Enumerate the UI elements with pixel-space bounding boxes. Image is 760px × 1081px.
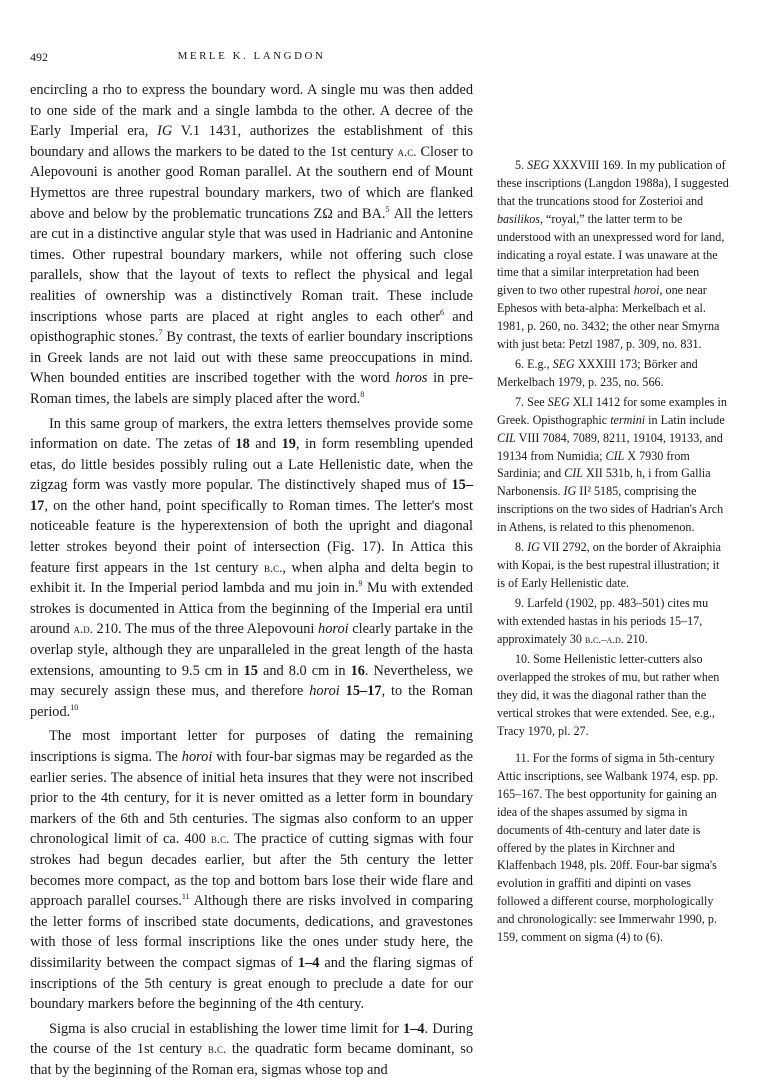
footnote-5: 5. SEG XXXVIII 169. In my publication of these inscriptions (Langdon 1988a), I suggested that the truncations stood for Zosterioi and basilikos, “royal,” the latter term to be understood with an unexpressed word for land, indicating a royal estate. I was unaware at the time that a similar interpretation had been given to two other rupestral horoi, one near Ephesos with beta-alpha: Merkelbach et al. 1981, p. 260, no. 3432; the other near Smyrna with just beta: Petzl 1987, p. 309, no. 831.: [497, 158, 729, 352]
paragraph: In this same group of markers, the extra letters themselves provide some information on date. The zetas of 18 and 19, in form resembling upended etas, do little besides possibly ruling out a Late Hellenistic date, when the zigzag form was vastly more popular. The distinctively shaped mus of 15–17, on the other hand, point specifically to Roman times. The letter's most noticeable feature is the hyperextension of both the upright and diagonal letter strokes beyond their point of intersection (Fig. 17). In Attica this feature first appears in the 1st century b.c., when alpha and delta begin to exhibit it. In the Imperial period lambda and mu join in.$^9$ Mu with extended strokes is documented in Attica from the beginning of the Imperial era until around a.d. 210. The mus of the three Alepovouni horoi clearly partake in the overlap style, although they are unparalleled in the great length of the hasta extensions, amounting to 9.5 cm in 15 and 8.0 cm in 16. Nevertheless, we may securely assign these mus, and therefore horoi 15–17, to the Roman period.$^{10}$: [30, 415, 474, 720]
paragraph: encircling a rho to express the boundary word. A single mu was then added to one side of the mark and a single lambda to the other. A decree of the Early Imperial era, IG V.1 1431, authorizes the establishment of this boundary and allows the markers to be dated to the 1st century a.c. Closer to Alepovouni is another good Roman parallel. At the southern end of Mount Hymettos are three rupestral boundary markers, two of which are flanked above and below by the problematic truncations ΖΩ and ΒΑ.$^5$ All the letters are cut in a distinctive angular style that was used in Hadrianic and Antonine times. Other rupestral boundary markers, while not offering such close parallels, show that the layout of texts to reflect the physical and legal realities of ownership was a distinctively Roman trait. These include inscriptions whose parts are placed at right angles to each other$^6$ and opisthographic stones.$^7$ By contrast, the texts of earlier boundary inscriptions in Greek lands are not laid out with these same preoccupations in mind. When bounded entities are inscribed together with the word horos in pre-Roman times, the labels are simply placed after the word.$^8$: [30, 82, 474, 407]
main-text-column: [30, 80, 473, 1081]
footnotes-column: [497, 157, 729, 949]
running-head: MERLE K. LANGDON: [177, 50, 326, 62]
footnote-6: 6. E.g., SEG XXXIII 173; Börker and Merkelbach 1979, p. 235, no. 566.: [497, 356, 698, 389]
paragraph: The most important letter for purposes of dating the remaining inscriptions is sigma. The horoi with four-bar sigmas may be regarded as the earlier series. The absence of initial heta insures that they were not inscribed prior to the 4th century, for it is never omitted as a letter form in boundary markers of the 6th and 5th centuries. The sigmas also conform to an upper chronological limit of ca. 400 b.c. The practice of cutting sigmas with four strokes had begun decades earlier, but after the 5th century the letter becomes more compact, as the top and bottom bars lose their wide flare and approach parallel courses.$^{11}$ Although there are risks involved in comparing the letter forms of inscribed state documents, dedications, and gravestones with those of less formal inscriptions like the ones under study here, the dissimilarity between the compact sigmas of 1–4 and the flaring sigmas of inscriptions of the 5th century is great enough to preclude a date for our boundary markers before the beginning of the 4th century.: [30, 728, 474, 1013]
footnote-10: 10. Some Hellenistic letter-cutters also overlapped the strokes of mu, but rather when they did, it was the diagonal rather than the vertical strokes that were extended. See, e.g., Tracy 1970, pl. 27.: [497, 652, 720, 739]
page-number: 492: [30, 50, 48, 64]
page-header: [30, 50, 473, 68]
footnote-9: 9. Larfeld (1902, pp. 483–501) cites mu with extended hastas in his periods 15–17, approximately 30 b.c.–a.d. 210.: [497, 595, 709, 646]
paragraph: Sigma is also crucial in establishing the lower time limit for 1–4. During the course of the 1st century b.c. the quadratic form became dominant, so that by the beginning of the Roman era, sigmas whose top and: [30, 1020, 473, 1078]
footnote-11: 11. For the forms of sigma in 5th-century Attic inscriptions, see Walbank 1974, esp. pp. 165–167. The best opportunity for gaining an idea of the shapes assumed by sigma in documents of 4th-century and later date is offered by the plates in Kirchner and Klaffenbach 1948, pls. 20ff. Four-bar sigma's evolution in graffiti and dipinti on vases followed a different course, morphologically and chronologically: see Immerwahr 1990, p. 159, comment on sigma (4) to (6).: [497, 751, 719, 945]
footnote-7: 7. See SEG XLI 1412 for some examples in Greek. Opisthographic termini in Latin include CIL VIII 7084, 7089, 8211, 19104, 19133, and 19134 from Numidia; CIL X 7930 from Sardinia; and CIL XII 531b, h, i from Gallia Narbonensis. IG II² 5185, comprising the inscriptions on the two sides of Hadrian's Arch in Athens, is related to this phenomenon.: [497, 394, 727, 535]
footnote-8: 8. IG VII 2792, on the border of Akraiphia with Kopai, is the best rupestral illustration; it is of Early Hellenistic date.: [497, 540, 721, 590]
